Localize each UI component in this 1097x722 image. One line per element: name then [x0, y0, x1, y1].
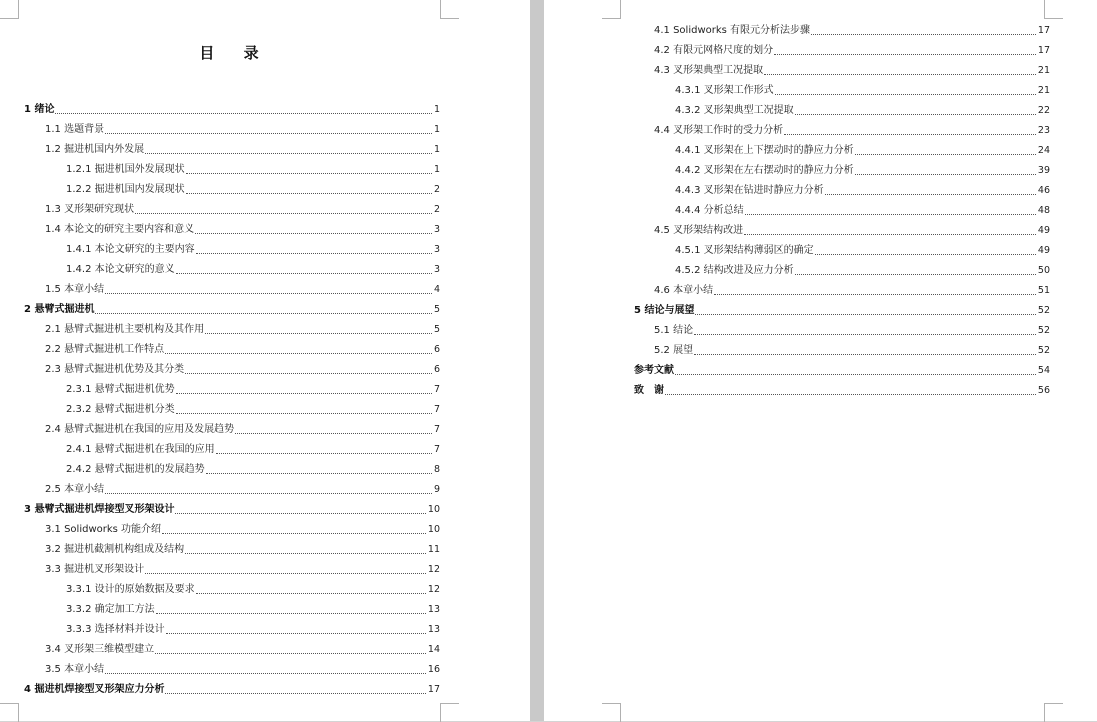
toc-page-number: 7 [433, 384, 440, 395]
toc-entry[interactable] [66, 583, 440, 597]
toc-entry[interactable] [654, 64, 1050, 78]
toc-entry-label: 3.3 掘进机叉形架设计 [45, 564, 145, 575]
toc-page-number: 17 [1037, 45, 1050, 56]
toc-page-number: 16 [427, 664, 440, 675]
toc-entry[interactable] [675, 84, 1050, 98]
toc-entry[interactable] [675, 204, 1050, 218]
toc-entry-label: 1.1 选题背景 [45, 124, 105, 135]
toc-entry-label: 致 谢 [634, 385, 664, 396]
toc-entry[interactable] [675, 164, 1050, 178]
toc-entry-label: 2.2 悬臂式掘进机工作特点 [45, 344, 165, 355]
toc-entry-label: 3.3.3 选择材料并设计 [66, 624, 165, 635]
toc-dot-leader [156, 612, 426, 614]
toc-entry-label: 1.4.2 本论文研究的意义 [66, 264, 175, 275]
toc-dot-leader [235, 432, 432, 434]
toc-entry[interactable] [675, 244, 1050, 258]
toc-dot-leader [166, 632, 426, 634]
toc-entry-label: 1.4.1 本论文研究的主要内容 [66, 244, 195, 255]
page-gap [530, 0, 544, 721]
toc-entry-label: 4.3 叉形架典型工况提取 [654, 65, 764, 76]
toc-page-number: 56 [1037, 385, 1050, 396]
toc-entry[interactable] [45, 643, 440, 657]
toc-entry[interactable] [45, 483, 440, 497]
toc-page-number: 1 [433, 104, 440, 115]
margin-corner-mark [1044, 703, 1063, 722]
toc-dot-leader [825, 193, 1036, 195]
toc-page-number: 21 [1037, 65, 1050, 76]
toc-page-number: 14 [427, 644, 440, 655]
toc-page-number: 5 [433, 324, 440, 335]
toc-entry[interactable] [66, 463, 440, 477]
toc-entry[interactable] [66, 403, 440, 417]
toc-entry[interactable] [45, 543, 440, 557]
toc-entry[interactable] [45, 123, 440, 137]
toc-page-number: 17 [427, 684, 440, 695]
toc-entry[interactable] [654, 44, 1050, 58]
toc-entry[interactable] [654, 124, 1050, 138]
toc-entry[interactable] [66, 383, 440, 397]
toc-entry[interactable] [66, 443, 440, 457]
toc-entry-label: 5 结论与展望 [634, 305, 695, 316]
toc-entry-label: 1.2 掘进机国内外发展 [45, 144, 145, 155]
toc-page-number: 52 [1037, 305, 1050, 316]
toc-dot-leader [195, 232, 432, 234]
toc-entry[interactable] [675, 184, 1050, 198]
toc-dot-leader [795, 273, 1036, 275]
toc-dot-leader [811, 33, 1036, 35]
toc-dot-leader [855, 173, 1036, 175]
toc-page-number: 2 [433, 184, 440, 195]
toc-page-number: 39 [1037, 165, 1050, 176]
toc-page-number: 10 [427, 524, 440, 535]
toc-page-number: 7 [433, 404, 440, 415]
toc-entry-label: 4.3.2 叉形架典型工况提取 [675, 105, 794, 116]
toc-page-number: 50 [1037, 265, 1050, 276]
toc-entry[interactable] [66, 243, 440, 257]
toc-entry[interactable] [654, 24, 1050, 38]
toc-dot-leader [196, 592, 426, 594]
toc-page-number: 5 [433, 304, 440, 315]
toc-page-number: 6 [433, 364, 440, 375]
toc-dot-leader [135, 212, 432, 214]
toc-dot-leader [176, 392, 432, 394]
toc-entry-label: 2.4 悬臂式掘进机在我国的应用及发展趋势 [45, 424, 235, 435]
margin-corner-mark [440, 0, 459, 19]
toc-dot-leader [745, 213, 1036, 215]
toc-entry[interactable] [24, 503, 440, 517]
toc-entry[interactable] [634, 364, 1050, 378]
toc-entry-label: 4.4.2 叉形架在左右摆动时的静应力分析 [675, 165, 854, 176]
toc-entry[interactable] [45, 423, 440, 437]
toc-page-number: 22 [1037, 105, 1050, 116]
toc-entry[interactable] [634, 384, 1050, 398]
toc-dot-leader [186, 172, 432, 174]
document-page-right [544, 0, 1097, 721]
toc-page-number: 54 [1037, 365, 1050, 376]
toc-dot-leader [764, 73, 1036, 75]
toc-entry-label: 4.5.1 叉形架结构薄弱区的确定 [675, 245, 814, 256]
margin-corner-mark [1044, 0, 1063, 19]
toc-entry[interactable] [24, 103, 440, 117]
toc-page-number: 10 [427, 504, 440, 515]
toc-entry[interactable] [66, 623, 440, 637]
toc-page-number: 24 [1037, 145, 1050, 156]
toc-page-number: 8 [433, 464, 440, 475]
toc-dot-leader [694, 333, 1036, 335]
toc-entry[interactable] [66, 263, 440, 277]
toc-page-number: 1 [433, 124, 440, 135]
toc-entry-label: 4.4 叉形架工作时的受力分析 [654, 125, 784, 136]
toc-page-number: 9 [433, 484, 440, 495]
toc-page-number: 1 [433, 144, 440, 155]
toc-entry-label: 2.3 悬臂式掘进机优势及其分类 [45, 364, 185, 375]
toc-dot-leader [775, 93, 1036, 95]
toc-entry-label: 2.4.2 悬臂式掘进机的发展趋势 [66, 464, 205, 475]
toc-dot-leader [695, 313, 1035, 315]
toc-dot-leader [145, 572, 426, 574]
toc-entry[interactable] [24, 683, 440, 697]
toc-entry[interactable] [634, 304, 1050, 318]
toc-entry-label: 1 绪论 [24, 104, 55, 115]
toc-title: 目 录 [199, 44, 271, 62]
toc-dot-leader [176, 412, 432, 414]
toc-dot-leader [795, 113, 1036, 115]
toc-page-number: 49 [1037, 245, 1050, 256]
toc-dot-leader [105, 132, 432, 134]
toc-page-number: 52 [1037, 325, 1050, 336]
toc-dot-leader [165, 352, 432, 354]
toc-entry-label: 3.2 掘进机截割机构组成及结构 [45, 544, 185, 555]
margin-corner-mark [602, 0, 621, 19]
toc-entry-label: 2 悬臂式掘进机 [24, 304, 95, 315]
toc-entry[interactable] [45, 563, 440, 577]
toc-dot-leader [714, 293, 1036, 295]
toc-page-number: 6 [433, 344, 440, 355]
toc-page-number: 12 [427, 584, 440, 595]
toc-dot-leader [185, 552, 426, 554]
toc-entry[interactable] [45, 223, 440, 237]
toc-entry-label: 4.5 叉形架结构改进 [654, 225, 744, 236]
toc-page-number: 7 [433, 444, 440, 455]
toc-dot-leader [216, 452, 432, 454]
toc-entry-label: 4.4.4 分析总结 [675, 205, 744, 216]
toc-dot-leader [205, 332, 432, 334]
toc-dot-leader [855, 153, 1036, 155]
toc-entry-label: 1.2.2 掘进机国内发展现状 [66, 184, 185, 195]
toc-page-number: 4 [433, 284, 440, 295]
toc-dot-leader [694, 353, 1036, 355]
margin-corner-mark [602, 703, 621, 722]
toc-entry-label: 4.1 Solidworks 有限元分析法步骤 [654, 25, 811, 36]
toc-entry-label: 3.5 本章小结 [45, 664, 105, 675]
toc-dot-leader [675, 373, 1036, 375]
toc-page-number: 3 [433, 224, 440, 235]
margin-corner-mark [0, 703, 19, 722]
toc-entry-label: 4.5.2 结构改进及应力分析 [675, 265, 794, 276]
toc-dot-leader [105, 492, 432, 494]
toc-entry-label: 3.3.1 设计的原始数据及要求 [66, 584, 195, 595]
toc-page-number: 11 [427, 544, 440, 555]
toc-entry[interactable] [45, 523, 440, 537]
toc-dot-leader [185, 372, 432, 374]
toc-entry-label: 1.3 叉形架研究现状 [45, 204, 135, 215]
toc-entry-label: 2.1 悬臂式掘进机主要机构及其作用 [45, 324, 205, 335]
toc-page-number: 2 [433, 204, 440, 215]
toc-dot-leader [145, 152, 432, 154]
toc-page-number: 49 [1037, 225, 1050, 236]
margin-corner-mark [0, 0, 19, 19]
toc-page-number: 3 [433, 264, 440, 275]
toc-entry[interactable] [654, 284, 1050, 298]
toc-entry-label: 4.4.1 叉形架在上下摆动时的静应力分析 [675, 145, 854, 156]
toc-page-number: 17 [1037, 25, 1050, 36]
toc-entry[interactable] [654, 224, 1050, 238]
toc-dot-leader [95, 312, 432, 314]
toc-dot-leader [55, 112, 432, 114]
toc-entry[interactable] [66, 183, 440, 197]
toc-dot-leader [105, 292, 432, 294]
toc-entry-label: 5.1 结论 [654, 325, 694, 336]
toc-entry[interactable] [66, 603, 440, 617]
toc-dot-leader [175, 512, 425, 514]
toc-page-number: 52 [1037, 345, 1050, 356]
toc-page-number: 13 [427, 604, 440, 615]
toc-entry-label: 2.3.1 悬臂式掘进机优势 [66, 384, 175, 395]
toc-dot-leader [155, 652, 426, 654]
toc-dot-leader [665, 393, 1036, 395]
toc-dot-leader [206, 472, 432, 474]
toc-page-number: 51 [1037, 285, 1050, 296]
toc-page-number: 23 [1037, 125, 1050, 136]
toc-dot-leader [186, 192, 432, 194]
toc-dot-leader [744, 233, 1036, 235]
toc-page-number: 1 [433, 164, 440, 175]
toc-entry[interactable] [45, 143, 440, 157]
document-page-left [0, 0, 530, 721]
toc-entry[interactable] [45, 663, 440, 677]
toc-entry[interactable] [45, 283, 440, 297]
toc-entry[interactable] [675, 104, 1050, 118]
toc-entry-label: 1.2.1 掘进机国外发展现状 [66, 164, 185, 175]
toc-page-number: 48 [1037, 205, 1050, 216]
toc-dot-leader [162, 532, 426, 534]
toc-entry-label: 3.1 Solidworks 功能介绍 [45, 524, 162, 535]
toc-entry-label: 3.3.2 确定加工方法 [66, 604, 155, 615]
toc-entry-label: 2.4.1 悬臂式掘进机在我国的应用 [66, 444, 215, 455]
toc-entry[interactable] [675, 264, 1050, 278]
toc-entry-label: 5.2 展望 [654, 345, 694, 356]
toc-page-number: 12 [427, 564, 440, 575]
toc-entry[interactable] [45, 323, 440, 337]
toc-entry-label: 1.4 本论文的研究主要内容和意义 [45, 224, 195, 235]
toc-entry[interactable] [654, 344, 1050, 358]
toc-entry-label: 3 悬臂式掘进机焊接型叉形架设计 [24, 504, 175, 515]
toc-dot-leader [176, 272, 432, 274]
toc-entry[interactable] [675, 144, 1050, 158]
toc-page-number: 13 [427, 624, 440, 635]
toc-entry-label: 2.3.2 悬臂式掘进机分类 [66, 404, 175, 415]
toc-entry[interactable] [66, 163, 440, 177]
toc-dot-leader [784, 133, 1036, 135]
toc-entry[interactable] [654, 324, 1050, 338]
toc-entry-label: 4.4.3 叉形架在钻进时静应力分析 [675, 185, 824, 196]
toc-dot-leader [105, 672, 426, 674]
toc-entry-label: 4 掘进机焊接型叉形架应力分析 [24, 684, 165, 695]
toc-dot-leader [165, 692, 425, 694]
toc-entry-label: 1.5 本章小结 [45, 284, 105, 295]
toc-dot-leader [815, 253, 1036, 255]
margin-corner-mark [440, 703, 459, 722]
toc-entry-label: 4.3.1 叉形架工作形式 [675, 85, 774, 96]
toc-dot-leader [774, 53, 1036, 55]
toc-page-number: 21 [1037, 85, 1050, 96]
toc-dot-leader [196, 252, 432, 254]
toc-page-number: 46 [1037, 185, 1050, 196]
toc-entry-label: 2.5 本章小结 [45, 484, 105, 495]
toc-entry-label: 4.6 本章小结 [654, 285, 714, 296]
toc-entry[interactable] [24, 303, 440, 317]
toc-entry-label: 参考文献 [634, 365, 674, 376]
toc-entry-label: 3.4 叉形架三维模型建立 [45, 644, 155, 655]
toc-entry[interactable] [45, 203, 440, 217]
toc-entry[interactable] [45, 343, 440, 357]
toc-entry[interactable] [45, 363, 440, 377]
toc-entry-label: 4.2 有限元网格尺度的划分 [654, 45, 774, 56]
toc-page-number: 3 [433, 244, 440, 255]
toc-page-number: 7 [433, 424, 440, 435]
